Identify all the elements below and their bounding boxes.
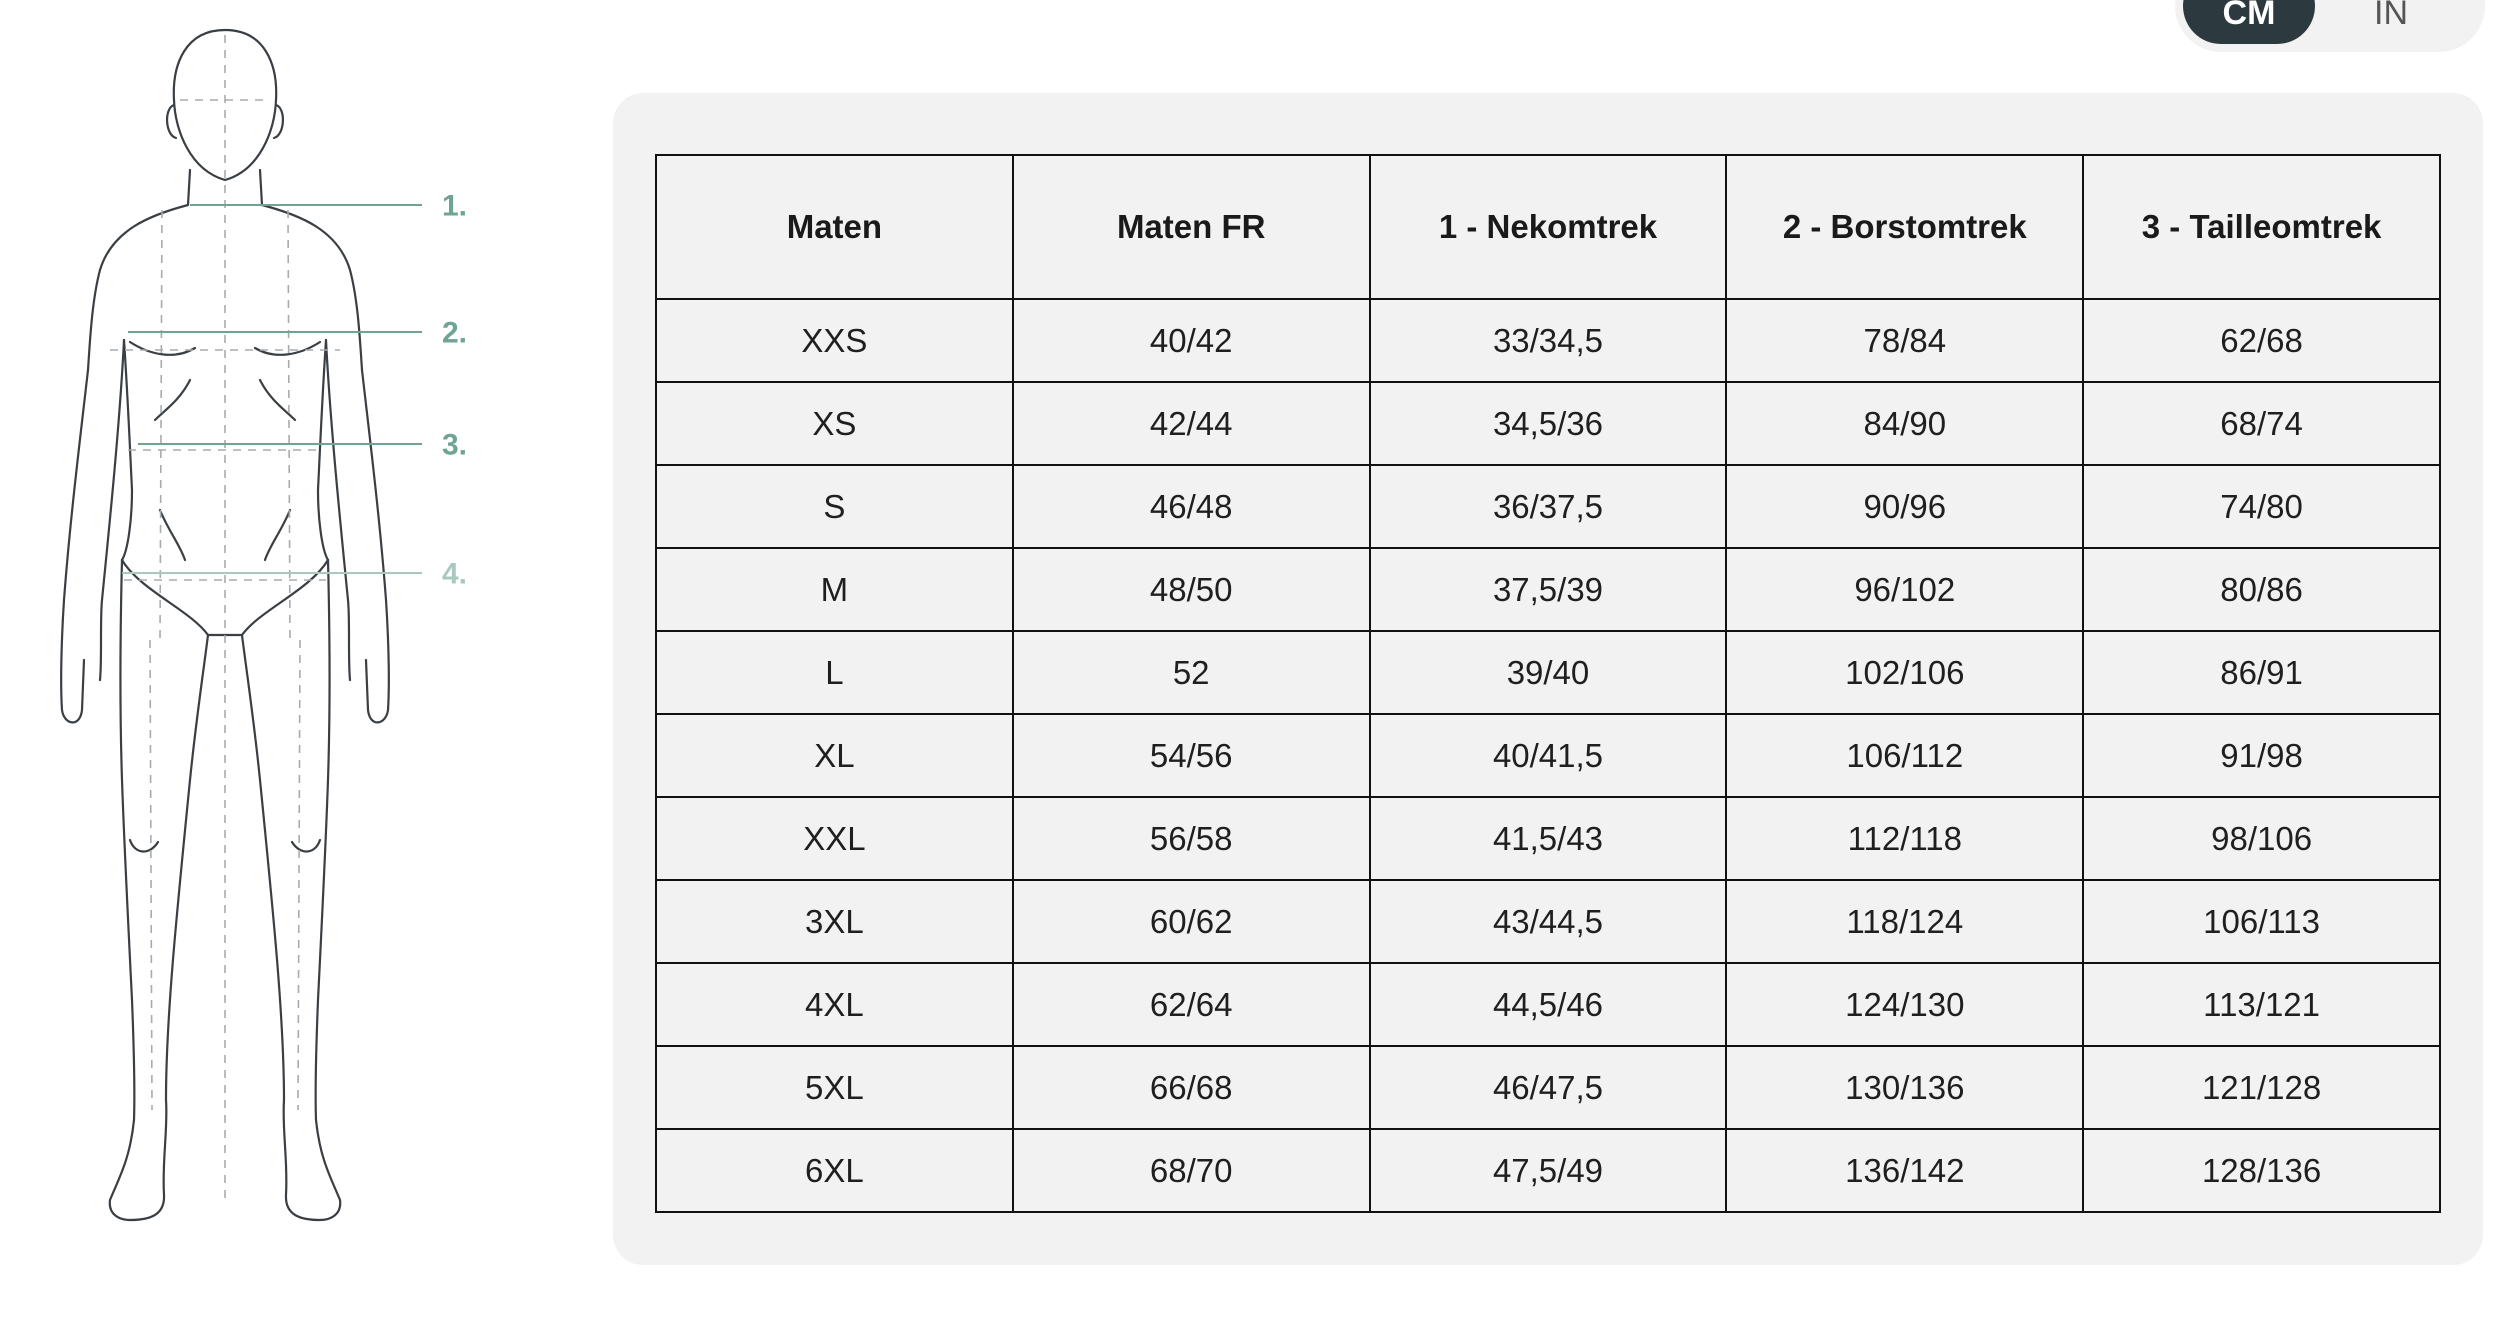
cell-size-fr: 40/42: [1013, 299, 1370, 382]
table-row: [656, 1129, 2440, 1212]
size-table: [655, 154, 2441, 1213]
cell-neck: 46/47,5: [1370, 1046, 1727, 1129]
cell-chest: 96/102: [1726, 548, 2083, 631]
cell-neck: 44,5/46: [1370, 963, 1727, 1046]
measure-label-2: 2.: [442, 316, 468, 350]
cell-size-fr: 52: [1013, 631, 1370, 714]
cell-waist: 121/128: [2083, 1046, 2440, 1129]
cell-waist: 128/136: [2083, 1129, 2440, 1212]
header-tailleomtrek: 3 - Tailleomtrek: [2083, 155, 2440, 299]
cell-neck: 47,5/49: [1370, 1129, 1727, 1212]
cell-chest: 124/130: [1726, 963, 2083, 1046]
cell-size: M: [656, 548, 1013, 631]
cell-size: 5XL: [656, 1046, 1013, 1129]
cell-neck: 39/40: [1370, 631, 1727, 714]
measure-label-3: 3.: [442, 428, 468, 462]
cell-waist: 98/106: [2083, 797, 2440, 880]
cell-chest: 112/118: [1726, 797, 2083, 880]
unit-cm-button[interactable]: CM: [2183, 0, 2315, 44]
cell-waist: 74/80: [2083, 465, 2440, 548]
cell-size-fr: 60/62: [1013, 880, 1370, 963]
cell-size: XS: [656, 382, 1013, 465]
cell-size: XXS: [656, 299, 1013, 382]
table-row: [656, 1046, 2440, 1129]
header-nekomtrek: 1 - Nekomtrek: [1370, 155, 1727, 299]
cell-waist: 91/98: [2083, 714, 2440, 797]
cell-chest: 78/84: [1726, 299, 2083, 382]
measure-label-4: 4.: [442, 557, 468, 591]
cell-size-fr: 68/70: [1013, 1129, 1370, 1212]
cell-neck: 41,5/43: [1370, 797, 1727, 880]
cell-size: 3XL: [656, 880, 1013, 963]
cell-neck: 40/41,5: [1370, 714, 1727, 797]
body-measurement-figure: [40, 20, 500, 1260]
cell-chest: 106/112: [1726, 714, 2083, 797]
cell-waist: 113/121: [2083, 963, 2440, 1046]
cell-neck: 33/34,5: [1370, 299, 1727, 382]
cell-waist: 68/74: [2083, 382, 2440, 465]
table-row: [656, 631, 2440, 714]
size-table-panel: [613, 93, 2483, 1265]
table-header-row: [656, 155, 2440, 299]
cell-size-fr: 62/64: [1013, 963, 1370, 1046]
table-row: [656, 382, 2440, 465]
cell-waist: 62/68: [2083, 299, 2440, 382]
cell-size-fr: 42/44: [1013, 382, 1370, 465]
header-borstomtrek: 2 - Borstomtrek: [1726, 155, 2083, 299]
cell-size-fr: 56/58: [1013, 797, 1370, 880]
cell-size-fr: 54/56: [1013, 714, 1370, 797]
table-row: [656, 880, 2440, 963]
table-row: [656, 714, 2440, 797]
cell-waist: 86/91: [2083, 631, 2440, 714]
cell-chest: 102/106: [1726, 631, 2083, 714]
cell-size-fr: 66/68: [1013, 1046, 1370, 1129]
header-maten-fr: Maten FR: [1013, 155, 1370, 299]
header-maten: Maten: [656, 155, 1013, 299]
cell-size-fr: 46/48: [1013, 465, 1370, 548]
cell-neck: 37,5/39: [1370, 548, 1727, 631]
table-row: [656, 465, 2440, 548]
cell-size: L: [656, 631, 1013, 714]
table-row: [656, 548, 2440, 631]
cell-size-fr: 48/50: [1013, 548, 1370, 631]
cell-chest: 118/124: [1726, 880, 2083, 963]
cell-waist: 80/86: [2083, 548, 2440, 631]
cell-chest: 130/136: [1726, 1046, 2083, 1129]
table-row: [656, 963, 2440, 1046]
cell-neck: 36/37,5: [1370, 465, 1727, 548]
table-row: [656, 797, 2440, 880]
cell-chest: 136/142: [1726, 1129, 2083, 1212]
cell-chest: 84/90: [1726, 382, 2083, 465]
cell-neck: 34,5/36: [1370, 382, 1727, 465]
unit-toggle: [2175, 0, 2485, 52]
cell-size: XL: [656, 714, 1013, 797]
cell-size: XXL: [656, 797, 1013, 880]
cell-chest: 90/96: [1726, 465, 2083, 548]
cell-size: 6XL: [656, 1129, 1013, 1212]
cell-size: 4XL: [656, 963, 1013, 1046]
measure-label-1: 1.: [442, 189, 468, 223]
cell-size: S: [656, 465, 1013, 548]
cell-waist: 106/113: [2083, 880, 2440, 963]
table-row: [656, 299, 2440, 382]
unit-in-button[interactable]: IN: [2374, 0, 2408, 32]
body-outline-illustration: [40, 20, 500, 1260]
cell-neck: 43/44,5: [1370, 880, 1727, 963]
